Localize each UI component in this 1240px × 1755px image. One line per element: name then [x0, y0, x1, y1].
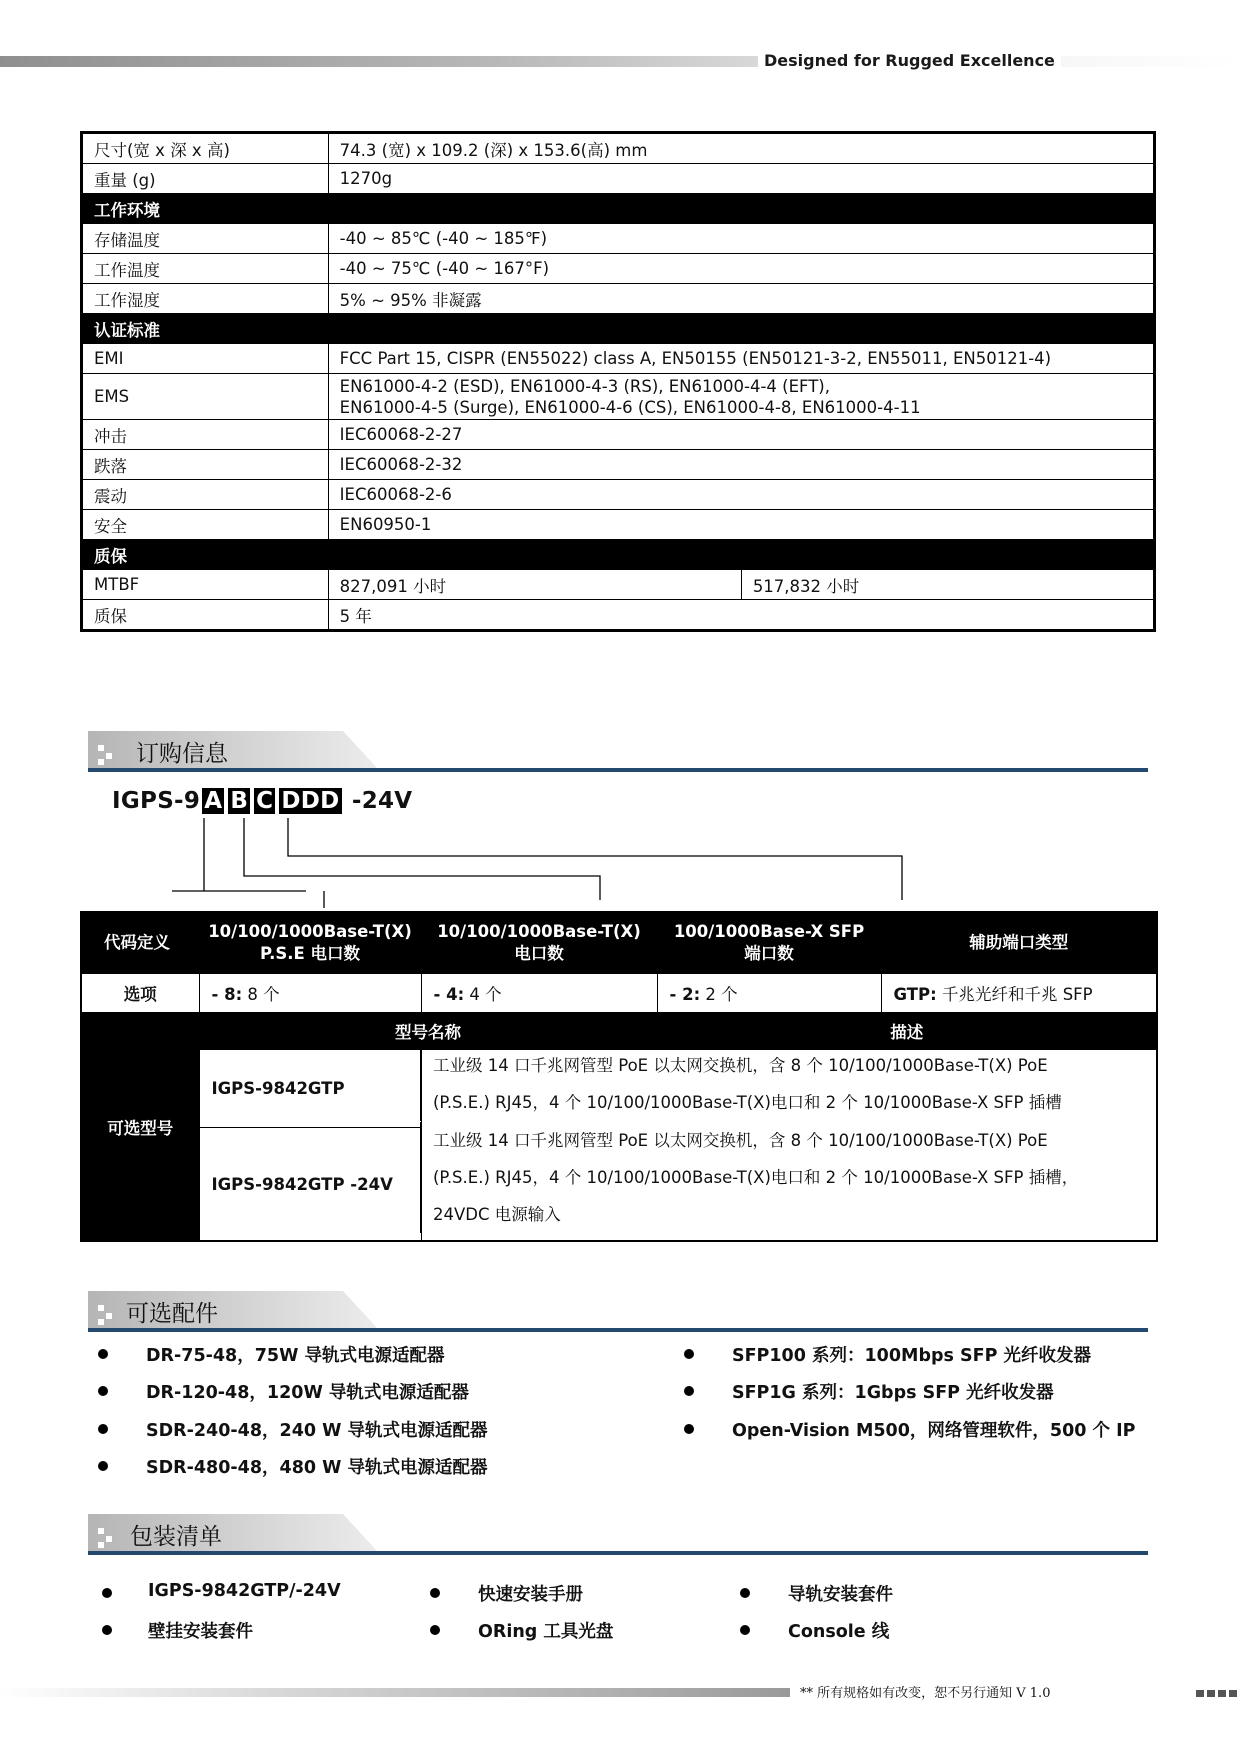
optional-models-label: 可选型号 [81, 1013, 199, 1242]
model-code-a: A [204, 788, 223, 814]
spec-value: 5 年 [328, 600, 1154, 631]
spec-label: 工作温度 [82, 254, 329, 284]
spec-label: EMS [82, 374, 329, 420]
model-description: 工业级 14 口千兆网管型 PoE 以太网交换机，含 8 个 10/100/1000Base-T(X) PoE (P.S.E.) RJ45，4 个 10/100/1000Base-T(X)电口和 2 个 10/1000Base-X SFP 插槽， 24VDC 电源输入 [420, 1122, 1154, 1233]
list-item: Open-Vision M500，网络管理软件，500 个 IP [732, 1421, 1136, 1441]
spec-label: 尺寸(宽 x 深 x 高) [82, 133, 329, 164]
model-code-b: B [230, 788, 249, 814]
description-header: 描述 [657, 1013, 1157, 1050]
spec-value: IEC60068-2-32 [328, 450, 1154, 480]
spec-value: -40 ~ 75℃ (-40 ~ 167°F) [328, 254, 1154, 284]
options-label: 选项 [81, 974, 199, 1013]
list-item: IGPS-9842GTP/-24V [148, 1581, 341, 1601]
spec-label: MTBF [82, 570, 329, 600]
model-code-c: C [256, 788, 274, 814]
list-item: SFP1G 系列：1Gbps SFP 光纤收发器 [732, 1383, 1054, 1403]
spec-value-line: EN61000-4-5 (Surge), EN61000-4-6 (CS), EN61000-4-8, EN61000-4-11 [339, 397, 921, 417]
list-item: 快速安装手册 [478, 1585, 583, 1605]
spec-label: 安全 [82, 510, 329, 540]
model-name: IGPS-9842GTP -24V [199, 1128, 421, 1242]
section-title: 订购信息 [136, 741, 228, 767]
spec-label: 工作湿度 [82, 284, 329, 314]
footer-decoration [1218, 1690, 1226, 1697]
option-aux: GTP: 千兆光纤和千兆 SFP [881, 974, 1157, 1013]
section-label: 工作环境 [82, 194, 329, 224]
aux-port-type-header: 辅助端口类型 [881, 912, 1157, 974]
list-item: DR-75-48，75W 导轨式电源适配器 [146, 1346, 445, 1366]
spec-label: 存储温度 [82, 224, 329, 254]
header-tagline: Designed for Rugged Excellence [758, 51, 1061, 70]
footer-note: ** 所有规格如有改变，恕不另行通知 V 1.0 [800, 1686, 1051, 1701]
list-item: DR-120-48，120W 导轨式电源适配器 [146, 1383, 469, 1403]
spec-value: IEC60068-2-6 [328, 480, 1154, 510]
spec-value: IEC60068-2-27 [328, 420, 1154, 450]
spec-value-line: EN61000-4-2 (ESD), EN61000-4-3 (RS), EN61000-4-4 (EFT), [339, 376, 830, 396]
model-code-suffix: -24V [351, 788, 413, 814]
section-title: 可选配件 [126, 1301, 218, 1327]
section-label: 认证标准 [82, 314, 329, 344]
list-item: SFP100 系列：100Mbps SFP 光纤收发器 [732, 1346, 1091, 1366]
list-item: Console 线 [788, 1622, 890, 1642]
accessories-section-header [88, 1291, 1148, 1331]
spec-label: 跌落 [82, 450, 329, 480]
option-copper: - 4: 4 个 [421, 974, 657, 1013]
footer-decoration [1196, 1690, 1204, 1697]
ordering-header-row [81, 912, 1157, 974]
model-code-d: DDD [281, 788, 340, 814]
spec-value: FCC Part 15, CISPR (EN55022) class A, EN50155 (EN50121-3-2, EN55011, EN50121-4) [328, 344, 1154, 374]
model-code-prefix: IGPS-9 [112, 788, 201, 814]
spec-label: 重量 (g) [82, 164, 329, 194]
spec-value: 74.3 (宽) x 109.2 (深) x 153.6(高) mm [328, 133, 1154, 164]
section-label: 质保 [82, 540, 329, 570]
footer-decoration [1229, 1690, 1237, 1697]
sfp-port-count-header: 100/1000Base-X SFP 端口数 [657, 912, 881, 974]
model-description: 工业级 14 口千兆网管型 PoE 以太网交换机，含 8 个 10/100/1000Base-T(X) PoE (P.S.E.) RJ45，4 个 10/100/1000Base-T(X)电口和 2 个 10/1000Base-X SFP 插槽 [420, 1047, 1154, 1121]
list-item: ORing 工具光盘 [478, 1622, 614, 1642]
list-item: SDR-480-48，480 W 导轨式电源适配器 [146, 1458, 488, 1478]
spec-label: 冲击 [82, 420, 329, 450]
pse-port-count-header: 10/100/1000Base-T(X) P.S.E 电口数 [199, 912, 421, 974]
list-item: SDR-240-48，240 W 导轨式电源适配器 [146, 1421, 488, 1441]
spec-value: 1270g [328, 164, 1154, 194]
models-header-row [81, 1013, 1157, 1050]
list-item: 导轨安装套件 [788, 1585, 893, 1605]
spec-value: -40 ~ 85℃ (-40 ~ 185℉) [328, 224, 1154, 254]
option-sfp: - 2: 2 个 [657, 974, 881, 1013]
spec-value: EN60950-1 [328, 510, 1154, 540]
list-item: 壁挂安装套件 [148, 1622, 253, 1642]
model-name: IGPS-9842GTP [199, 1050, 421, 1128]
spec-value: 517,832 小时 [741, 570, 1154, 600]
copper-port-count-header: 10/100/1000Base-T(X) 电口数 [421, 912, 657, 974]
footer-decoration [1207, 1690, 1215, 1697]
code-definition-label: 代码定义 [81, 912, 199, 974]
ordering-options-row [81, 974, 1157, 1013]
spec-value: 5% ~ 95% 非凝露 [328, 284, 1154, 314]
spec-value: 827,091 小时 [328, 570, 741, 600]
model-name-header: 型号名称 [199, 1013, 657, 1050]
footer-bar [0, 1688, 790, 1697]
option-pse: - 8: 8 个 [199, 974, 421, 1013]
spec-label: EMI [82, 344, 329, 374]
spec-label: 震动 [82, 480, 329, 510]
section-title: 包装清单 [130, 1524, 222, 1550]
spec-label: 质保 [82, 600, 329, 631]
package-section-header [88, 1514, 1148, 1554]
